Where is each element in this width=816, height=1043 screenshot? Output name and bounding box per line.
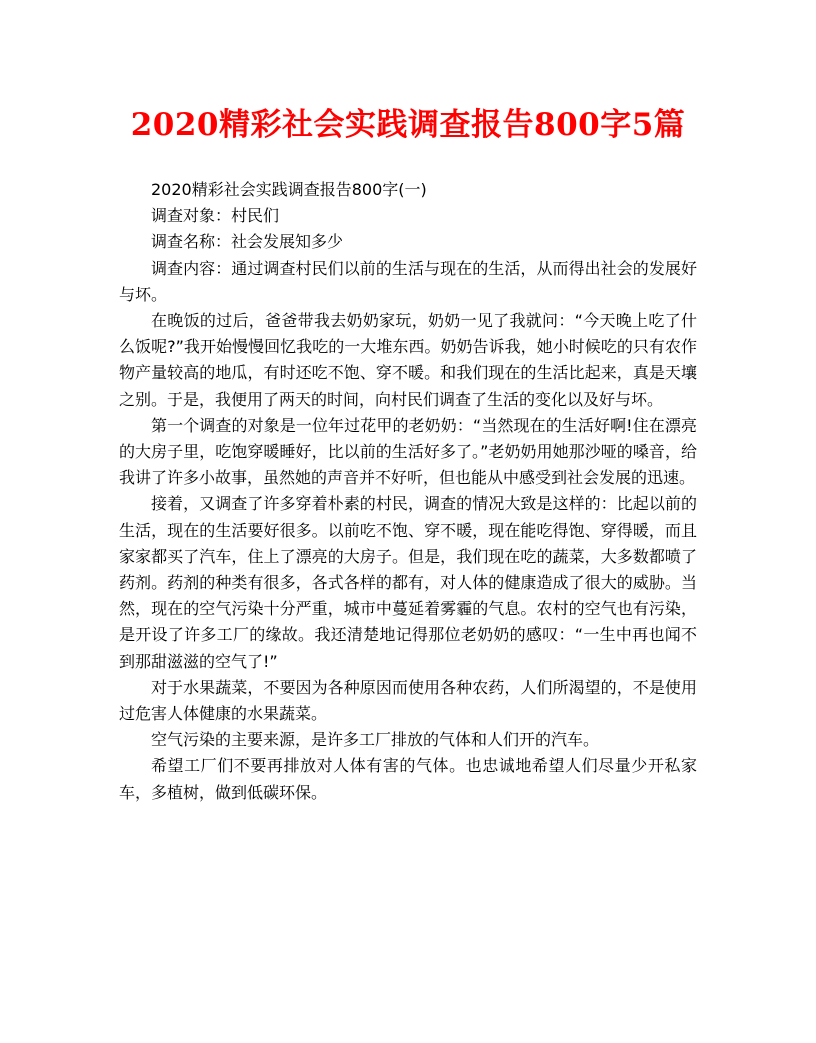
document-title: 2020精彩社会实践调查报告800字5篇 — [130, 107, 686, 143]
paragraph-body: 接着，又调查了许多穿着朴素的村民，调查的情况大致是这样的：比起以前的生活，现在的生活要好很多。以前吃不饱、穿不暖，现在能吃得饱、穿得暖，而且家家都买了汽车，住上了漂亮的大房子。但是，我们现在吃的蔬菜，大多数都喷了药剂。药剂的种类有很多，各式各样的都有，对人体的健康造成了很大的威胁。当然，现在的空气污染十分严重，城市中蔓延着雾霾的气息。农村的空气也有污染，是开设了许多工厂的缘故。我还清楚地记得那位老奶奶的感叹：“一生中再也闻不到那甜滋滋的空气了!” — [119, 494, 697, 671]
document-body — [119, 177, 697, 806]
paragraph-body: 第一个调查的对象是一位年过花甲的老奶奶：“当然现在的生活好啊!住在漂亮的大房子里，吃饱穿暖睡好，比以前的生活好多了。”老奶奶用她那沙哑的嗓音，给我讲了许多小故事，虽然她的声音并不好听，但也能从中感受到社会发展的迅速。 — [119, 415, 697, 488]
paragraph-body: 空气污染的主要来源，是许多工厂排放的气体和人们开的汽车。 — [151, 730, 600, 750]
paragraph-body: 在晚饭的过后，爸爸带我去奶奶家玩，奶奶一见了我就问：“今天晚上吃了什么饭呢?”我开始慢慢回忆我吃的一大堆东西。奶奶告诉我，她小时候吃的只有农作物产量较高的地瓜，有时还吃不饱、穿不暖。和我们现在的生活比起来，真是天壤之别。于是，我便用了两天的时间，向村民们调查了生活的变化以及好与坏。 — [119, 311, 697, 409]
paragraph-body: 希望工厂们不要再排放对人体有害的气体。也忠诚地希望人们尽量少开私家车，多植树，做到低碳环保。 — [119, 756, 697, 802]
paragraph-body: 对于水果蔬菜，不要因为各种原因而使用各种农药，人们所渴望的，不是使用过危害人体健康的水果蔬菜。 — [119, 677, 697, 724]
paragraph-subtitle: 2020精彩社会实践调查报告800字(一) — [151, 180, 427, 199]
paragraph-survey-content: 调查内容：通过调查村民们以前的生活与现在的生活，从而得出社会的发展好与坏。 — [119, 258, 697, 304]
paragraph-survey-name: 调查名称：社会发展知多少 — [151, 232, 344, 252]
paragraph-survey-subject: 调查对象：村民们 — [151, 206, 280, 226]
